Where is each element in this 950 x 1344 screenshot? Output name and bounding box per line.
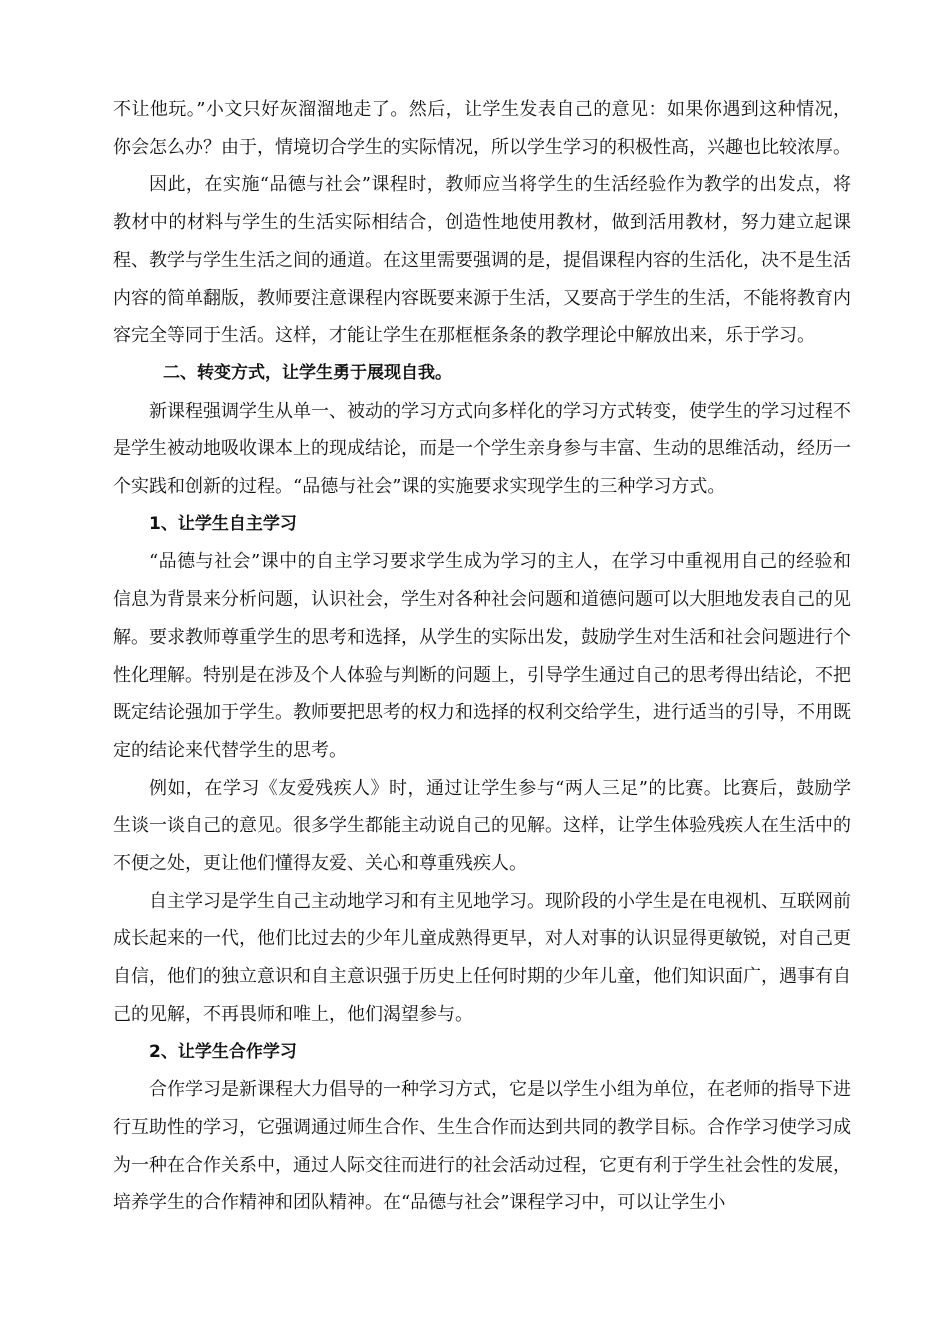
paragraph: 新课程强调学生从单一、被动的学习方式向多样化的学习方式转变，使学生的学习过程不是学生被动地吸收课本上的现成结论，而是一个学生亲身参与丰富、生动的思维活动，经历一个实践和创新的过程。“品德与社会”课的实施要求实现学生的三种学习方式。 bbox=[113, 400, 851, 498]
paragraph: 不让他玩。”小文只好灰溜溜地走了。然后，让学生发表自己的意见：如果你遇到这种情况，你会怎么办？由于，情境切合学生的实际情况，所以学生学习的积极性高，兴趣也比较浓厚。 bbox=[113, 99, 851, 158]
document-page bbox=[113, 91, 851, 1222]
section-heading: 二、转变方式，让学生勇于展现自我。 bbox=[163, 362, 452, 383]
paragraph: 因此，在实施“品德与社会”课程时，教师应当将学生的生活经验作为教学的出发点，将教材中的材料与学生的生活实际相结合，创造性地使用教材，做到活用教材，努力建立起课程、教学与学生生活之间的通道。在这里需要强调的是，提倡课程内容的生活化，决不是生活内容的简单翻版，教师要注意课程内容既要来源于生活，又要高于学生的生活，不能将教育内容完全等同于生活。这样，才能让学生在那框框条条的教学理论中解放出来，乐于学习。 bbox=[113, 174, 851, 347]
subsection-heading: 2、让学生合作学习 bbox=[149, 1041, 297, 1062]
paragraph: 合作学习是新课程大力倡导的一种学习方式，它是以学生小组为单位，在老师的指导下进行互助性的学习，它强调通过师生合作、生生合作而达到共同的教学目标。合作学习使学习成为一种在合作关系中，通过人际交往而进行的社会活动过程，它更有利于学生社会性的发展，培养学生的合作精神和团队精神。在“品德与社会”课程学习中，可以让学生小 bbox=[113, 1079, 851, 1214]
paragraph: 例如，在学习《友爱残疾人》时，通过让学生参与“两人三足”的比赛。比赛后，鼓励学生谈一谈自己的意见。很多学生都能主动说自己的见解。这样，让学生体验残疾人在生活中的不便之处，更让他们懂得友爱、关心和尊重残疾人。 bbox=[113, 777, 851, 875]
subsection-heading: 1、让学生自主学习 bbox=[149, 513, 297, 534]
paragraph: 自主学习是学生自己主动地学习和有主见地学习。现阶段的小学生是在电视机、互联网前成长起来的一代，他们比过去的少年儿童成熟得更早，对人对事的认识显得更敏锐，对自己更自信，他们的独立意识和自主意识强于历史上任何时期的少年儿童，他们知识面广，遇事有自己的见解，不再畏师和唯上，他们渴望参与。 bbox=[113, 890, 851, 1025]
paragraph: “品德与社会”课中的自主学习要求学生成为学习的主人，在学习中重视用自己的经验和信息为背景来分析问题，认识社会，学生对各种社会问题和道德问题可以大胆地发表自己的见解。要求教师尊重学生的思考和选择，从学生的实际出发，鼓励学生对生活和社会问题进行个性化理解。特别是在涉及个人体验与判断的问题上，引导学生通过自己的思考得出结论，不把既定结论强加于学生。教师要把思考的权力和选择的权利交给学生，进行适当的引导，不用既定的结论来代替学生的思考。 bbox=[113, 551, 851, 761]
